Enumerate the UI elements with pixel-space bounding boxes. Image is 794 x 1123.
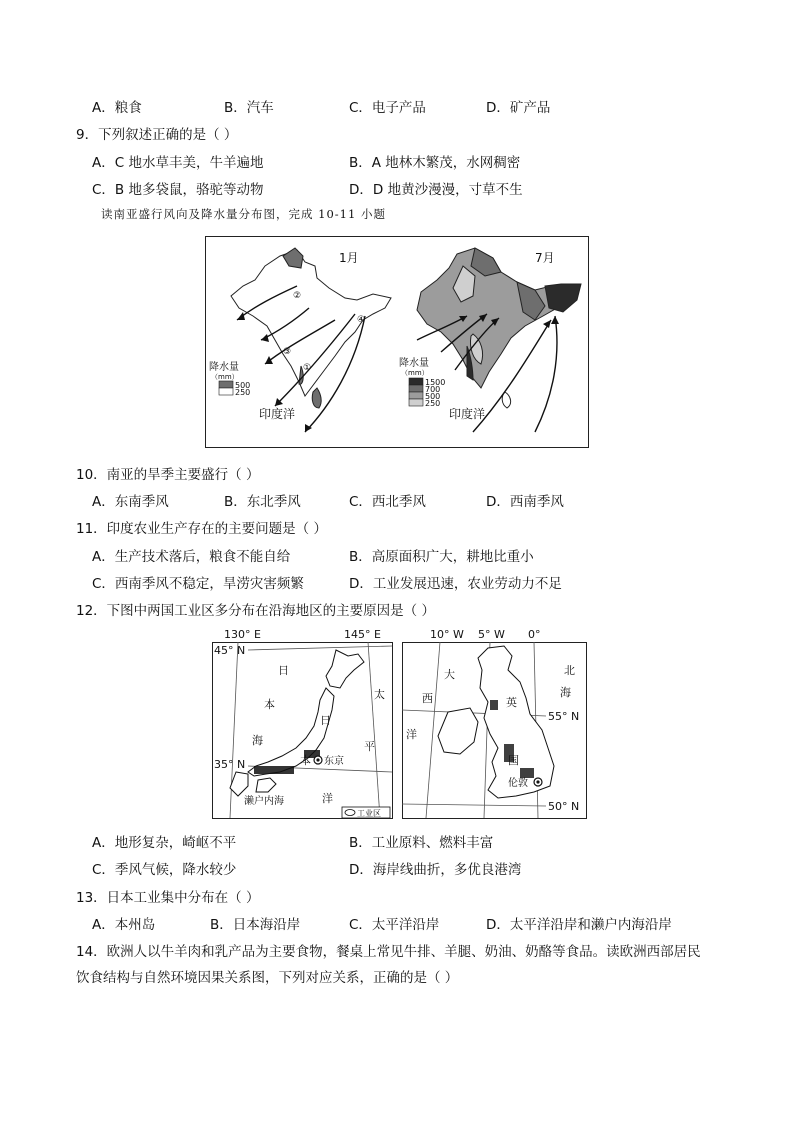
q13-option-a: A．本州岛 (92, 917, 156, 933)
uk-country-char-1: 英 (506, 696, 517, 709)
q9-option-c: C．B 地多袋鼠，骆驼等动物 (92, 182, 264, 198)
uk-ocean-char-2: 西 (422, 692, 433, 705)
jp-lat-35: 35° N (214, 758, 246, 771)
jan-marker-2: ② (293, 291, 302, 301)
jp-inland-sea-label: 濑户内海 (244, 796, 284, 807)
jan-marker-1: ① (303, 363, 312, 373)
q13-stem: 13．日本工业集中分布在（ ） (76, 890, 260, 906)
jp-ocean-char-3: 洋 (322, 792, 333, 805)
q8-option-b: B．汽车 (224, 100, 274, 116)
south-asia-monsoon-figure (205, 236, 589, 448)
uk-lon-10w: 10° W (430, 628, 464, 641)
uk-sea-char-1: 北 (564, 664, 575, 677)
q12-stem: 12．下图中两国工业区多分布在沿海地区的主要原因是（ ） (76, 603, 435, 619)
jan-legend-unit: （mm） (211, 373, 239, 381)
jan-marker-4: ④ (357, 315, 366, 325)
jan-legend-500: 500 (235, 381, 251, 390)
q10-option-b: B．东北季风 (224, 494, 301, 510)
q11-option-d: D．工业发展迅速，农业劳动力不足 (349, 576, 562, 592)
uk-lon-5w: 5° W (478, 628, 505, 641)
q11-option-a: A．生产技术落后，粮食不能自给 (92, 549, 291, 565)
q12-option-a: A．地形复杂，崎岖不平 (92, 835, 237, 851)
jul-legend-500: 500 (425, 392, 441, 401)
q11-option-b: B．高原面积广大，耕地比重小 (349, 549, 534, 565)
q14-stem-line1: 14．欧洲人以牛羊肉和乳产品为主要食物，餐桌上常见牛排、羊腿、奶油、奶酪等食品。读欧洲西部居民 (76, 944, 701, 960)
q11-option-c: C．西南季风不稳定，旱涝灾害频繁 (92, 576, 304, 592)
uk-lon-0: 0° (528, 628, 541, 641)
jan-month-label: 1月 (339, 251, 359, 265)
jp-legend-industrial: 工业区 (357, 809, 381, 818)
q8-option-c: C．电子产品 (349, 100, 426, 116)
uk-lat-55: 55° N (548, 710, 580, 723)
q8-option-d: D．矿产品 (486, 100, 551, 116)
q8-option-a: A．粮食 (92, 100, 142, 116)
uk-country-char-2: 国 (508, 754, 519, 767)
uk-ocean-char-3: 洋 (406, 728, 417, 741)
q10-stem: 10．南亚的旱季主要盛行（ ） (76, 467, 260, 483)
q13-option-b: B．日本海沿岸 (210, 917, 301, 933)
jp-sea-char-2: 本 (264, 698, 275, 711)
q10-option-a: A．东南季风 (92, 494, 169, 510)
q14-stem-line2: 饮食结构与自然环境因果关系图，下列对应关系，正确的是（ ） (76, 970, 459, 986)
q13-option-d: D．太平洋沿岸和濑户内海沿岸 (486, 917, 672, 933)
jan-ocean-label: 印度洋 (259, 407, 296, 421)
uk-ocean-char-1: 大 (444, 668, 455, 681)
jul-ocean-label: 印度洋 (449, 407, 486, 421)
q12-option-c: C．季风气候，降水较少 (92, 862, 237, 878)
jul-legend-250: 250 (425, 399, 441, 408)
jul-legend-1500: 1500 (425, 378, 446, 387)
q12-option-b: B．工业原料、燃料丰富 (349, 835, 494, 851)
jp-ocean-char-2: 平 (364, 740, 375, 753)
q10-option-c: C．西北季风 (349, 494, 426, 510)
intro-10-11: 读南亚盛行风向及降水量分布图，完成 10-11 小题 (101, 207, 386, 221)
jp-ocean-char-1: 太 (374, 688, 385, 701)
jp-lat-45: 45° N (214, 644, 246, 657)
jp-lon-145: 145° E (344, 628, 381, 641)
q12-option-d: D．海岸线曲折，多优良港湾 (349, 862, 522, 878)
q11-stem: 11．印度农业生产存在的主要问题是（ ） (76, 521, 327, 537)
jul-month-label: 7月 (535, 251, 555, 265)
jp-lon-130: 130° E (224, 628, 261, 641)
q9-option-a: A．C 地水草丰美，牛羊遍地 (92, 155, 264, 171)
jp-sea-char-3: 海 (252, 734, 263, 747)
jp-sea-char-1: 日 (278, 664, 289, 677)
jp-country-char-2: 本 (300, 754, 311, 767)
jan-legend-250: 250 (235, 388, 251, 397)
uk-lat-50: 50° N (548, 800, 580, 813)
jul-legend-unit: （mm） (401, 369, 429, 377)
q9-option-b: B．A 地林木繁茂，水网稠密 (349, 155, 521, 171)
q13-option-c: C．太平洋沿岸 (349, 917, 440, 933)
jul-legend-700: 700 (425, 385, 441, 394)
jan-legend-title: 降水量 (209, 362, 239, 373)
q9-stem: 9．下列叙述正确的是（ ） (76, 127, 238, 143)
uk-sea-char-2: 海 (560, 686, 571, 699)
jul-legend-title: 降水量 (399, 358, 429, 369)
jan-marker-3: ③ (283, 347, 292, 357)
jp-country-char-1: 日 (320, 714, 331, 727)
jp-city-tokyo: 东京 (324, 756, 344, 767)
q10-option-d: D．西南季风 (486, 494, 564, 510)
japan-uk-industrial-figure (208, 626, 592, 822)
q9-option-d: D．D 地黄沙漫漫，寸草不生 (349, 182, 523, 198)
uk-city-london: 伦敦 (508, 778, 528, 789)
